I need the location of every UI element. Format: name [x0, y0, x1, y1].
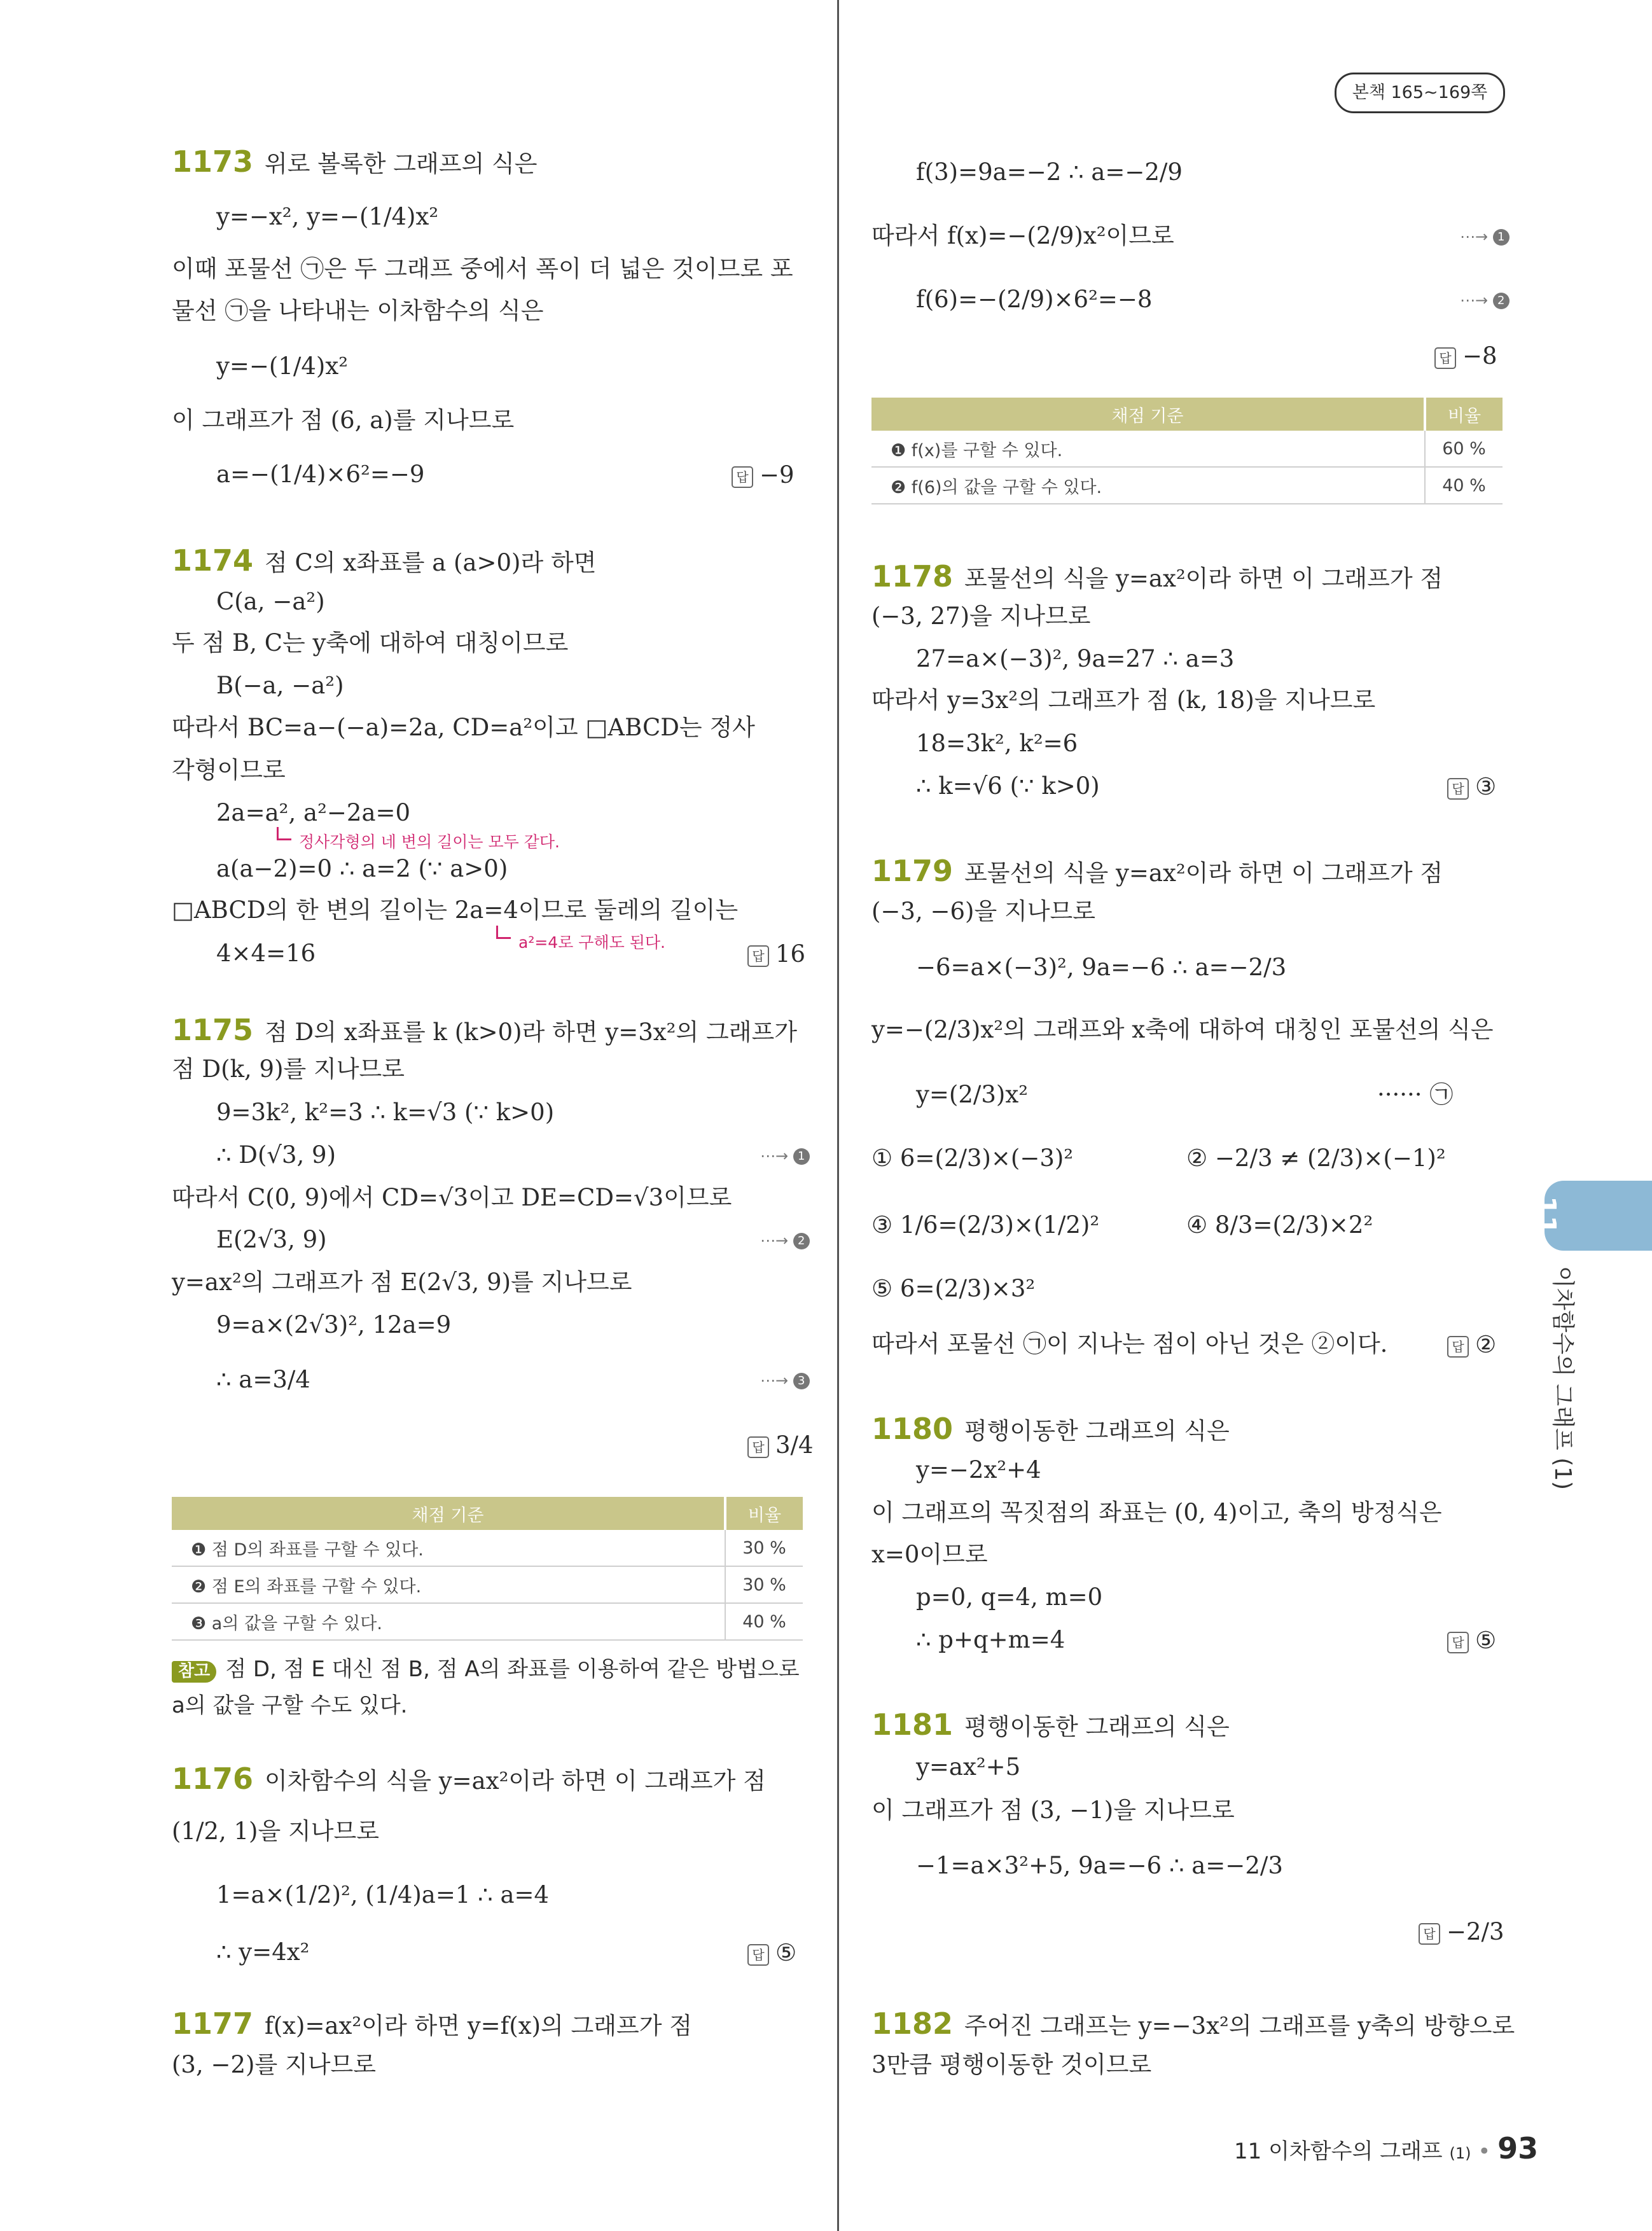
answer-1177 [1434, 342, 1497, 370]
criteria-cell: ❷ 점 E의 좌표를 구할 수 있다. [172, 1566, 725, 1603]
table-row [871, 467, 1503, 504]
annotation-note: 정사각형의 네 변의 길이는 모두 같다. [299, 833, 560, 851]
option-1: ① 6=(2/3)×(−3)² [871, 1144, 1074, 1172]
text-line: 이 그래프의 꼭짓점의 좌표는 (0, 4)이고, 축의 방정식은 [871, 1499, 1442, 1526]
ratio-cell: 40 % [725, 1603, 803, 1640]
text-line: 물선 ㉠을 나타내는 이차함수의 식은 [172, 297, 544, 324]
step-number: 1 [1493, 229, 1510, 246]
equation: ∴ a=3/4 [216, 1366, 310, 1393]
ratio-cell: 40 % [1425, 467, 1503, 504]
equation-label: ······ ㉠ [1377, 1081, 1454, 1108]
answer-mark: 답 [747, 1436, 769, 1458]
text-line: 평행이동한 그래프의 식은 [964, 1713, 1230, 1741]
equation: y=(2/3)x² [916, 1081, 1029, 1108]
table-row [871, 431, 1503, 467]
option-4: ④ 8/3=(2/3)×2² [1186, 1211, 1373, 1239]
equation: a=−(1/4)×6²=−9 [216, 461, 425, 488]
equation: ∴ y=4x² [216, 1938, 310, 1966]
note-pointer [277, 827, 291, 840]
step-number: 1 [793, 1148, 810, 1165]
equation: ∴ D(√3, 9) [216, 1141, 337, 1169]
answer-mark: 답 [732, 466, 753, 488]
book-page-reference: 본책 165~169쪽 [1335, 73, 1505, 113]
step-marker-1: ⋯→ 1 [1460, 228, 1510, 246]
annotation-note: a²=4로 구해도 된다. [518, 933, 665, 952]
answer-value: ③ [1475, 773, 1497, 800]
problem-number: 1175 [172, 1013, 254, 1047]
equation: 27=a×(−3)², 9a=27 ∴ a=3 [916, 645, 1235, 672]
answer-value: −8 [1462, 342, 1497, 370]
problem-1176-header [172, 1762, 766, 1796]
answer-mark: 답 [1447, 1336, 1469, 1358]
step-number: 3 [793, 1373, 810, 1389]
footer-chapter: 11 이차함수의 그래프 [1234, 2139, 1443, 2164]
text-line: □ABCD의 한 변의 길이는 2a=4이므로 둘레의 길이는 [172, 896, 739, 924]
answer-1179 [1447, 1331, 1496, 1358]
option-5: ⑤ 6=(2/3)×3² [871, 1275, 1036, 1302]
text-line: 따라서 f(x)=−(2/9)x²이므로 [871, 222, 1174, 249]
criteria-cell: ❶ f(x)를 구할 수 있다. [871, 431, 1425, 467]
problem-1181-header [871, 1708, 1230, 1742]
note-pointer [496, 926, 511, 939]
text-line: 따라서 포물선 ㉠이 지나는 점이 아닌 것은 ②이다. [871, 1330, 1388, 1358]
answer-1178 [1447, 773, 1496, 800]
answer-mark: 답 [1447, 778, 1469, 800]
ratio-cell: 60 % [1425, 431, 1503, 467]
table-header-criteria: 채점 기준 [871, 398, 1425, 431]
equation: −1=a×3²+5, 9a=−6 ∴ a=−2/3 [916, 1852, 1283, 1879]
answer-mark: 답 [747, 1944, 769, 1966]
problem-number: 1173 [172, 144, 254, 179]
problem-number: 1176 [172, 1762, 254, 1796]
text-line: 따라서 C(0, 9)에서 CD=√3이고 DE=CD=√3이므로 [172, 1184, 732, 1211]
equation: 9=a×(2√3)², 12a=9 [216, 1311, 452, 1338]
page-footer [1234, 2131, 1538, 2165]
text-line: 포물선의 식을 y=ax²이라 하면 이 그래프가 점 [964, 859, 1443, 887]
answer-1181 [1419, 1918, 1504, 1945]
problem-number: 1180 [871, 1412, 954, 1446]
text-line: f(x)=ax²이라 하면 y=f(x)의 그래프가 점 [265, 2012, 693, 2040]
footer-part: (1) [1449, 2144, 1471, 2162]
page-number: 93 [1497, 2131, 1539, 2165]
equation: f(3)=9a=−2 ∴ a=−2/9 [916, 158, 1183, 186]
reference-note [172, 1657, 800, 1683]
text-line: (3, −2)를 지나므로 [172, 2051, 376, 2078]
text-line: 이 그래프가 점 (6, a)를 지나므로 [172, 407, 515, 434]
problem-number: 1178 [871, 559, 954, 594]
answer-1174 [747, 940, 805, 968]
scoring-table-1175 [172, 1497, 803, 1641]
text-line: (1/2, 1)을 지나므로 [172, 1817, 379, 1845]
answer-value: ② [1475, 1331, 1497, 1358]
text-line: 이차함수의 식을 y=ax²이라 하면 이 그래프가 점 [265, 1767, 766, 1795]
equation: 9=3k², k²=3 ∴ k=√3 (∵ k>0) [216, 1099, 555, 1126]
answer-1176 [747, 1939, 796, 1966]
answer-value: −9 [760, 461, 795, 489]
answer-mark: 답 [1434, 347, 1456, 369]
problem-1175-header [172, 1013, 797, 1047]
problem-1173-header [172, 145, 537, 179]
text-line: 점 D(k, 9)를 지나므로 [172, 1055, 405, 1083]
table-row [172, 1530, 803, 1566]
equation: y=−x², y=−(1/4)x² [216, 203, 439, 230]
option-2: ② −2/3 ≠ (2/3)×(−1)² [1186, 1144, 1446, 1172]
text-line: (−3, 27)을 지나므로 [871, 602, 1091, 630]
problem-1178-header [871, 560, 1443, 594]
problem-number: 1177 [172, 2006, 254, 2041]
equation: C(a, −a²) [216, 588, 325, 615]
text-line: y=−(2/3)x²의 그래프와 x축에 대하여 대칭인 포물선의 식은 [871, 1016, 1494, 1043]
equation: 1=a×(1/2)², (1/4)a=1 ∴ a=4 [216, 1881, 550, 1908]
text-line: 점 C의 x좌표를 a (a>0)라 하면 [265, 549, 597, 576]
problem-1179-header [871, 854, 1443, 888]
table-header-criteria: 채점 기준 [172, 1497, 725, 1530]
footer-bullet-icon: • [1478, 2139, 1491, 2164]
answer-value: ⑤ [1475, 1627, 1497, 1654]
table-header-ratio: 비율 [1425, 398, 1503, 431]
problem-1180-header [871, 1412, 1230, 1446]
text-line: 포물선의 식을 y=ax²이라 하면 이 그래프가 점 [964, 565, 1443, 592]
equation: 2a=a², a²−2a=0 [216, 799, 411, 826]
equation: f(6)=−(2/9)×6²=−8 [916, 286, 1153, 313]
text-line: 두 점 B, C는 y축에 대하여 대칭이므로 [172, 629, 569, 657]
step-marker-2: ⋯→ 2 [760, 1232, 810, 1249]
answer-1180 [1447, 1627, 1496, 1654]
text-line: 3만큼 평행이동한 것이므로 [871, 2051, 1152, 2078]
equation: ∴ p+q+m=4 [916, 1626, 1065, 1653]
answer-1173 [732, 461, 795, 489]
text-line: 위로 볼록한 그래프의 식은 [265, 150, 538, 177]
step-marker-2: ⋯→ 2 [1460, 291, 1510, 309]
chapter-tab-label: 이차함수의 그래프 (1) [1550, 1266, 1576, 1491]
text-line: 각형이므로 [172, 756, 286, 784]
answer-mark: 답 [1447, 1632, 1469, 1653]
table-header-ratio: 비율 [725, 1497, 803, 1530]
equation: y=−2x²+4 [916, 1456, 1041, 1484]
problem-number: 1179 [871, 854, 954, 888]
table-row [172, 1566, 803, 1603]
criteria-cell: ❶ 점 D의 좌표를 구할 수 있다. [172, 1530, 725, 1566]
text-line: 이때 포물선 ㉠은 두 그래프 중에서 폭이 더 넓은 것이므로 포 [172, 255, 793, 282]
step-number: 2 [1493, 293, 1510, 309]
answer-mark: 답 [1419, 1923, 1440, 1945]
text-line: x=0이므로 [871, 1541, 988, 1568]
text-line: 이 그래프가 점 (3, −1)을 지나므로 [871, 1797, 1235, 1824]
option-3: ③ 1/6=(2/3)×(1/2)² [871, 1211, 1100, 1239]
answer-value: 16 [775, 940, 806, 968]
ratio-cell: 30 % [725, 1530, 803, 1566]
text-line: 주어진 그래프는 y=−3x²의 그래프를 y축의 방향으로 [964, 2012, 1515, 2040]
text-line: 따라서 y=3x²의 그래프가 점 (k, 18)을 지나므로 [871, 686, 1376, 714]
problem-1174-header [172, 544, 596, 578]
equation: ∴ k=√6 (∵ k>0) [916, 772, 1100, 800]
text-line: 따라서 BC=a−(−a)=2a, CD=a²이고 □ABCD는 정사 [172, 714, 755, 741]
answer-1175 [747, 1431, 814, 1459]
text-line: (−3, −6)을 지나므로 [871, 898, 1095, 925]
equation: E(2√3, 9) [216, 1226, 327, 1253]
chapter-tab-number: 11 [1529, 1196, 1562, 1235]
column-divider [837, 0, 839, 2231]
equation: a(a−2)=0 ∴ a=2 (∵ a>0) [216, 855, 508, 882]
text-line: y=ax²의 그래프가 점 E(2√3, 9)를 지나므로 [172, 1268, 632, 1296]
answer-value: −2/3 [1447, 1918, 1504, 1945]
criteria-cell: ❸ a의 값을 구할 수 있다. [172, 1603, 725, 1640]
equation: 4×4=16 [216, 940, 316, 967]
equation: 18=3k², k²=6 [916, 730, 1078, 757]
criteria-cell: ❷ f(6)의 값을 구할 수 있다. [871, 467, 1425, 504]
equation: B(−a, −a²) [216, 672, 344, 699]
scoring-table-1177 [871, 398, 1503, 504]
ratio-cell: 30 % [725, 1566, 803, 1603]
answer-value: ⑤ [775, 1939, 797, 1966]
problem-number: 1182 [871, 2006, 954, 2041]
text-line: 점 D의 x좌표를 k (k>0)라 하면 y=3x²의 그래프가 [265, 1018, 797, 1046]
step-number: 2 [793, 1233, 810, 1249]
equation: −6=a×(−3)², 9a=−6 ∴ a=−2/3 [916, 954, 1287, 981]
equation: y=−(1/4)x² [216, 352, 349, 380]
equation: p=0, q=4, m=0 [916, 1583, 1103, 1611]
text-line: 평행이동한 그래프의 식은 [964, 1417, 1230, 1445]
text-line: 점 D, 점 E 대신 점 B, 점 A의 좌표를 이용하여 같은 방법으로 [225, 1657, 800, 1682]
step-marker-1: ⋯→ 1 [760, 1147, 810, 1165]
answer-value: 3/4 [775, 1431, 814, 1459]
table-row [172, 1603, 803, 1640]
reference-label: 참고 [172, 1661, 216, 1683]
answer-mark: 답 [747, 945, 769, 967]
problem-1182-header [871, 2007, 1515, 2041]
equation: y=ax²+5 [916, 1753, 1021, 1781]
problem-number: 1181 [871, 1707, 954, 1742]
problem-1177-header [172, 2007, 692, 2041]
problem-number: 1174 [172, 543, 254, 578]
step-marker-3: ⋯→ 3 [760, 1372, 810, 1389]
text-line: a의 값을 구할 수도 있다. [172, 1693, 408, 1718]
